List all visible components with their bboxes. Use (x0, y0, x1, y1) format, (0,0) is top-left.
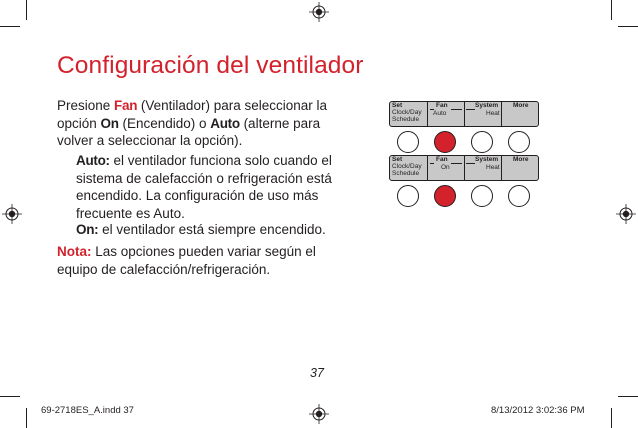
crop-mark (611, 408, 612, 428)
fan-value: On (441, 164, 450, 171)
thermostat-display-on (389, 155, 539, 181)
set-cell (390, 102, 428, 126)
system-cell (464, 102, 502, 126)
set-button[interactable] (397, 185, 419, 207)
text-run: (Encendido) o (118, 115, 211, 131)
auto-keyword: Auto (210, 115, 240, 131)
system-button[interactable] (471, 131, 493, 153)
clock-day-label: Clock/Day (392, 109, 422, 116)
header-rule (466, 163, 475, 164)
set-label: Set (392, 156, 403, 163)
fan-label: Fan (436, 156, 448, 163)
auto-label: Auto: (76, 153, 110, 168)
system-label: System (475, 156, 499, 163)
clock-day-label: Clock/Day (392, 163, 422, 170)
set-button[interactable] (397, 131, 419, 153)
on-text: el ventilador está siempre encendido. (98, 222, 326, 237)
on-label: On: (76, 222, 99, 237)
crop-mark (618, 26, 638, 27)
footer-file-info: 69-2718ES_A.indd 37 (41, 405, 134, 416)
crop-mark (0, 396, 20, 397)
fan-value: Auto (433, 110, 447, 117)
note-label: Nota: (57, 244, 92, 259)
fan-keyword: Fan (114, 98, 138, 113)
on-keyword: On (100, 115, 119, 131)
more-cell (501, 156, 538, 180)
registration-mark-icon (616, 204, 636, 224)
text-run: (alterne para volver a seleccionar la opción). (57, 115, 321, 148)
auto-option-description (76, 152, 336, 222)
schedule-label: Schedule (392, 116, 420, 123)
text-run: Presione (57, 98, 115, 113)
auto-text: el ventilador funciona solo cuando el sistema de calefacción o refrigeración está encendido. La configuración de uso más frecuente es Auto. (76, 153, 332, 221)
fan-label: Fan (436, 102, 448, 109)
set-label: Set (392, 102, 403, 109)
page-number: 37 (310, 366, 324, 380)
system-value: Heat (486, 164, 500, 171)
more-cell (501, 102, 538, 126)
crop-mark (26, 408, 27, 428)
header-rule (451, 163, 462, 164)
on-option-description (76, 221, 336, 239)
more-label: More (513, 156, 529, 163)
header-rule (451, 109, 462, 110)
more-button[interactable] (508, 185, 530, 207)
header-rule (466, 109, 475, 110)
fan-cell (427, 102, 465, 126)
note-text: Las opciones pueden variar según el equipo de calefacción/refrigeración. (57, 244, 316, 277)
schedule-label: Schedule (392, 170, 420, 177)
crop-mark (26, 0, 27, 20)
system-value: Heat (486, 110, 500, 117)
fan-button[interactable] (434, 185, 456, 207)
system-cell (464, 156, 502, 180)
fan-cell (427, 156, 465, 180)
crop-mark (0, 26, 20, 27)
text-run: (Ventilador) para seleccionar la opción (57, 98, 328, 131)
registration-mark-icon (2, 204, 22, 224)
page-title: Configuración del ventilador (57, 52, 364, 79)
set-cell (390, 156, 428, 180)
more-label: More (513, 102, 529, 109)
registration-mark-icon (309, 2, 329, 22)
crop-mark (618, 396, 638, 397)
system-label: System (475, 102, 499, 109)
system-button[interactable] (471, 185, 493, 207)
more-button[interactable] (508, 131, 530, 153)
fan-button[interactable] (434, 131, 456, 153)
header-rule (430, 163, 434, 164)
note-paragraph (57, 243, 327, 278)
thermostat-display-auto (389, 101, 539, 127)
crop-mark (611, 0, 612, 20)
registration-mark-icon (309, 404, 329, 424)
intro-paragraph (57, 97, 327, 150)
footer-timestamp: 8/13/2012 3:02:36 PM (491, 405, 585, 416)
